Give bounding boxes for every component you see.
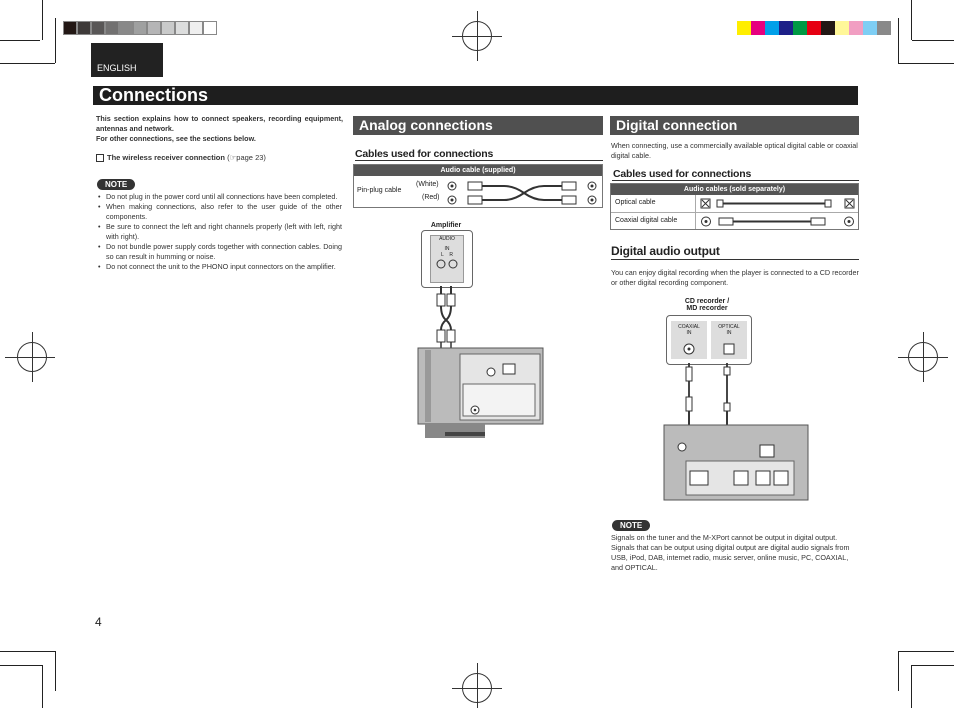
amp-jack-icons (432, 258, 462, 270)
optical-cable-icon (699, 197, 857, 211)
intro-line-1: This section explains how to connect speakers, recording equipment, antennas and network. (96, 114, 343, 133)
note-item: • Do not plug in the power cord until all connections have been completed. (98, 192, 342, 202)
note-badge-left: NOTE (97, 179, 135, 190)
recorder-panel (666, 315, 752, 365)
recorder-label-line-2: MD recorder (686, 305, 728, 312)
recorder-label-line-1: CD recorder / (684, 298, 730, 305)
coaxial-in-panel (671, 321, 707, 359)
color-swatch (863, 21, 877, 35)
analog-heading-underline (355, 160, 603, 161)
digital-table-header: Audio cables (sold separately) (611, 184, 858, 195)
amp-connector-panel (430, 235, 464, 283)
digital-cable-table (610, 183, 859, 230)
note-item: • Be sure to connect the left and right channels properly (left with left, right with right). (98, 222, 342, 242)
amp-l-label: L (441, 252, 444, 258)
digital-section-header (610, 116, 859, 135)
gray-swatch (63, 21, 77, 35)
color-swatch-bar (737, 21, 891, 39)
amplifier-panel (421, 230, 473, 288)
note-item: • When making connections, also refer to the user guide of the other components. (98, 202, 342, 222)
digital-output-text: You can enjoy digital recording when the player is connected to a CD recorder or other digital recording component. (611, 268, 859, 287)
optical-in-panel (711, 321, 747, 359)
color-swatch (779, 21, 793, 35)
analog-table-header: Audio cable (supplied) (354, 165, 602, 176)
color-swatch (751, 21, 765, 35)
optical-row-divider (695, 195, 696, 212)
page-number: 4 (95, 615, 102, 629)
note-text-right: Signals on the tuner and the M-XPort cannot be output in digital output. Signals that can be output using digital output are digital audio signals from USB, iPod, DAB, internet radio, music server, online music, PC, COAXIAL, and OPTICAL. (611, 533, 850, 572)
pin-plug-cable-icon (444, 178, 602, 208)
reference-icon: (☞ (227, 153, 237, 162)
coaxial-in-label-1: COAXIAL (678, 324, 700, 330)
page-title-bar (93, 86, 858, 105)
optical-jack-icon (722, 342, 736, 356)
color-swatch (835, 21, 849, 35)
amplifier-label: Amplifier (430, 222, 462, 229)
digital-title: Digital connection (616, 117, 738, 133)
white-label: (White) (416, 181, 439, 188)
digital-output-heading: Digital audio output (611, 244, 720, 258)
optical-in-label-2: IN (726, 330, 732, 336)
coaxial-in-label-2: IN (686, 330, 692, 336)
note-item: • Do not connect the unit to the PHONO input connectors on the amplifier. (98, 262, 342, 272)
coaxial-cable-icon (699, 215, 857, 229)
gray-swatch (119, 21, 133, 35)
color-swatch (737, 21, 751, 35)
analog-section-header (353, 116, 603, 135)
analog-cable-table (353, 164, 603, 208)
note-item: • Do not bundle power supply cords together with connection cables. Doing so can result in humming or noise. (98, 242, 342, 262)
language-label: ENGLISH (97, 63, 137, 73)
wireless-page-ref: page 23) (236, 153, 266, 162)
gray-scale-bar (63, 21, 217, 39)
gray-swatch (77, 21, 91, 35)
wireless-ref (96, 153, 346, 163)
color-swatch (793, 21, 807, 35)
language-tab (91, 43, 163, 77)
color-swatch (849, 21, 863, 35)
gray-swatch (91, 21, 105, 35)
color-swatch (877, 21, 891, 35)
coaxial-row-divider (695, 213, 696, 229)
checkbox-icon (96, 154, 104, 162)
wireless-label: The wireless receiver connection (107, 153, 225, 162)
digital-cables-heading: Cables used for connections (613, 168, 752, 180)
color-swatch (765, 21, 779, 35)
gray-swatch (105, 21, 119, 35)
intro-line-2: For other connections, see the sections below. (96, 134, 256, 143)
digital-intro: When connecting, use a commercially available optical digital cable or coaxial digital cable. (611, 141, 858, 160)
pin-plug-label: Pin-plug cable (357, 187, 402, 194)
gray-swatch (133, 21, 147, 35)
optical-in-label-1: OPTICAL (718, 324, 740, 330)
gray-swatch (175, 21, 189, 35)
coaxial-jack-icon (682, 342, 696, 356)
gray-swatch (203, 21, 217, 35)
gray-swatch (147, 21, 161, 35)
page-title: Connections (99, 85, 209, 105)
coaxial-cable-label: Coaxial digital cable (615, 217, 678, 224)
recorder-label (672, 298, 742, 312)
color-swatch (807, 21, 821, 35)
red-label: (Red) (422, 194, 440, 201)
amp-in-label: IN (444, 246, 450, 252)
amp-r-label: R (449, 252, 453, 258)
digital-output-underline (611, 259, 859, 260)
analog-connection-diagram (415, 286, 545, 438)
note-list-left (98, 192, 342, 272)
digital-connection-diagram (660, 363, 810, 503)
note-badge-right: NOTE (612, 520, 650, 531)
analog-cables-heading: Cables used for connections (355, 148, 494, 160)
analog-title: Analog connections (359, 117, 493, 133)
intro-text (96, 114, 343, 144)
gray-swatch (161, 21, 175, 35)
amp-audio-label: AUDIO (439, 236, 455, 242)
digital-heading-underline (612, 180, 859, 181)
gray-swatch (189, 21, 203, 35)
color-swatch (821, 21, 835, 35)
optical-cable-label: Optical cable (615, 199, 656, 206)
